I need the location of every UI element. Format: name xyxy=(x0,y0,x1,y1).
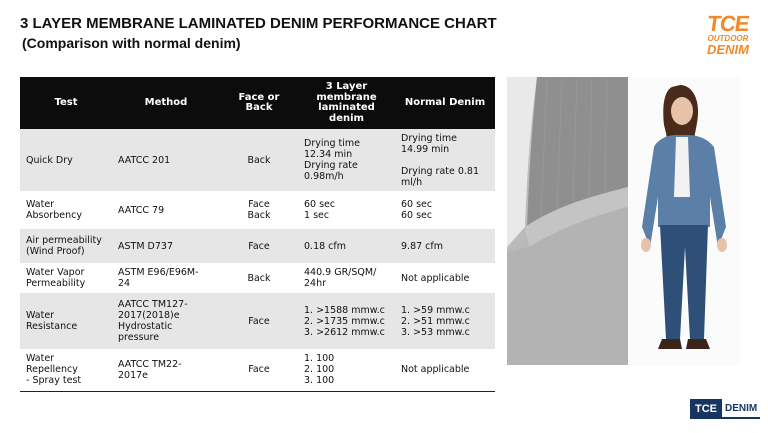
cell-test-line: Water xyxy=(26,199,55,210)
cell-method-line: pressure xyxy=(118,332,160,343)
page-title: 3 LAYER MEMBRANE LAMINATED DENIM PERFORMANCE CHART xyxy=(20,15,497,32)
cell-laminated xyxy=(298,263,395,293)
tce-denim-footer-logo xyxy=(690,399,760,419)
cell-face-or-back-line: Face xyxy=(248,199,270,210)
cell-method xyxy=(112,191,220,229)
cell-test xyxy=(20,229,112,263)
cell-laminated-line: 1 sec xyxy=(304,210,330,221)
cell-face-or-back xyxy=(220,229,298,263)
cell-laminated-line: 1. >1588 mmw.c xyxy=(304,304,385,316)
table-row xyxy=(20,129,495,191)
cell-normal-line: ml/h xyxy=(401,176,423,188)
cell-laminated-line: 3. 100 xyxy=(304,375,335,387)
cell-test-line: Water xyxy=(26,310,55,321)
cell-laminated-line: 2. >1735 mmw.c xyxy=(304,315,385,327)
cell-laminated xyxy=(298,229,395,263)
cell-laminated-line: 0.18 cfm xyxy=(304,240,346,252)
cell-normal xyxy=(395,263,495,293)
cell-test-line: (Wind Proof) xyxy=(26,246,85,257)
cell-method-line: Hydrostatic xyxy=(118,321,173,332)
logo-line-1: TCE xyxy=(705,11,751,36)
performance-table xyxy=(20,77,495,392)
cell-laminated-line: 12.34 min xyxy=(304,149,353,160)
cell-test-line: Permeability xyxy=(26,278,86,289)
cell-test-line: Air permeability xyxy=(26,235,102,246)
cell-method xyxy=(112,349,220,391)
cell-test-line: Water Vapor xyxy=(26,267,85,278)
cell-laminated-line: 0.98m/h xyxy=(304,171,344,182)
cell-face-or-back xyxy=(220,293,298,349)
cell-face-or-back-line: Face xyxy=(248,240,270,252)
header-normal-denim: Normal Denim xyxy=(395,77,495,129)
cell-method xyxy=(112,229,220,263)
cell-normal xyxy=(395,129,495,191)
cell-normal-line: 2. >51 mmw.c xyxy=(401,315,470,327)
fabric-image xyxy=(507,77,628,365)
cell-normal-line: 9.87 cfm xyxy=(401,240,443,252)
cell-method-line: ASTM D737 xyxy=(118,240,173,252)
cell-method-line: ASTM E96/E96M- xyxy=(118,267,199,278)
cell-normal xyxy=(395,349,495,391)
model-in-denim-jacket-photo xyxy=(628,77,740,365)
cell-test xyxy=(20,349,112,391)
cell-test-line: Absorbency xyxy=(26,210,82,221)
cell-face-or-back-line: Back xyxy=(247,210,271,221)
table-row xyxy=(20,263,495,293)
cell-test xyxy=(20,293,112,349)
table-row xyxy=(20,293,495,349)
footer-logo-right: DENIM xyxy=(722,399,760,419)
cell-method-line: AATCC 201 xyxy=(118,154,171,166)
cell-normal-line: 60 sec xyxy=(401,210,433,221)
cell-face-or-back-line: Back xyxy=(247,272,271,284)
header-laminated-denim: 3 Layer membrane laminated denim xyxy=(298,77,395,129)
cell-laminated-line: 2. 100 xyxy=(304,364,335,376)
cell-normal-line: 1. >59 mmw.c xyxy=(401,304,470,316)
cell-method-line: 2017e xyxy=(118,369,149,381)
cell-normal-line: 60 sec xyxy=(401,199,433,210)
cell-normal xyxy=(395,191,495,229)
cell-test-line: - Spray test xyxy=(26,375,82,387)
cell-laminated xyxy=(298,293,395,349)
header-face-or-back: Face or Back xyxy=(220,77,298,129)
cell-laminated-line: 60 sec xyxy=(304,199,336,210)
cell-face-or-back-line: Face xyxy=(248,364,270,376)
cell-laminated xyxy=(298,129,395,191)
cell-face-or-back xyxy=(220,263,298,293)
cell-normal xyxy=(395,293,495,349)
cell-test xyxy=(20,191,112,229)
cell-face-or-back xyxy=(220,191,298,229)
cell-method-line: 24 xyxy=(118,278,131,289)
cell-face-or-back xyxy=(220,349,298,391)
cell-normal-line: Drying rate 0.81 xyxy=(401,165,480,177)
header-method: Method xyxy=(112,77,220,129)
cell-test-line: Water Repellency xyxy=(26,353,78,376)
cell-laminated-line: 24hr xyxy=(304,278,327,289)
cell-laminated-line: 440.9 GR/SQM/ xyxy=(304,267,377,278)
cell-laminated xyxy=(298,191,395,229)
cell-test xyxy=(20,263,112,293)
cell-test-line: Quick Dry xyxy=(26,154,73,166)
cell-normal-line: Not applicable xyxy=(401,272,470,284)
cell-laminated-line: 1. 100 xyxy=(304,353,335,365)
cell-method-line: AATCC TM22- xyxy=(118,358,182,370)
logo-line-2: OUTDOOR xyxy=(707,34,749,43)
cell-method xyxy=(112,263,220,293)
cell-laminated-line: Drying rate xyxy=(304,160,358,171)
cell-method-line: 2017(2018)e xyxy=(118,310,180,321)
cell-laminated-line: 3. >2612 mmw.c xyxy=(304,326,385,338)
cell-normal-line xyxy=(401,155,489,166)
cell-method-line: AATCC TM127- xyxy=(118,299,188,310)
cell-normal-line: 3. >53 mmw.c xyxy=(401,326,470,338)
model-image xyxy=(628,77,740,365)
table-row xyxy=(20,349,495,391)
cell-face-or-back-line: Back xyxy=(247,154,271,166)
fabric-closeup-photo xyxy=(507,77,628,365)
cell-test xyxy=(20,129,112,191)
tce-outdoor-denim-logo xyxy=(700,11,756,62)
footer-logo-left: TCE xyxy=(690,399,722,419)
cell-normal-line: Not applicable xyxy=(401,364,470,376)
cell-face-or-back xyxy=(220,129,298,191)
cell-laminated xyxy=(298,349,395,391)
cell-method xyxy=(112,129,220,191)
cell-method xyxy=(112,293,220,349)
cell-normal-line: Drying time xyxy=(401,132,458,144)
logo-line-3: DENIM xyxy=(707,42,749,57)
cell-normal-line: 14.99 min xyxy=(401,143,450,155)
cell-test-line: Resistance xyxy=(26,321,78,332)
cell-method-line: AATCC 79 xyxy=(118,204,165,216)
cell-normal xyxy=(395,229,495,263)
cell-laminated-line: Drying time xyxy=(304,138,361,149)
cell-face-or-back-line: Face xyxy=(248,315,270,327)
header-test: Test xyxy=(20,77,112,129)
table-header-row xyxy=(20,77,495,129)
page-subtitle: (Comparison with normal denim) xyxy=(22,35,241,51)
table-row xyxy=(20,191,495,229)
table-row xyxy=(20,229,495,263)
